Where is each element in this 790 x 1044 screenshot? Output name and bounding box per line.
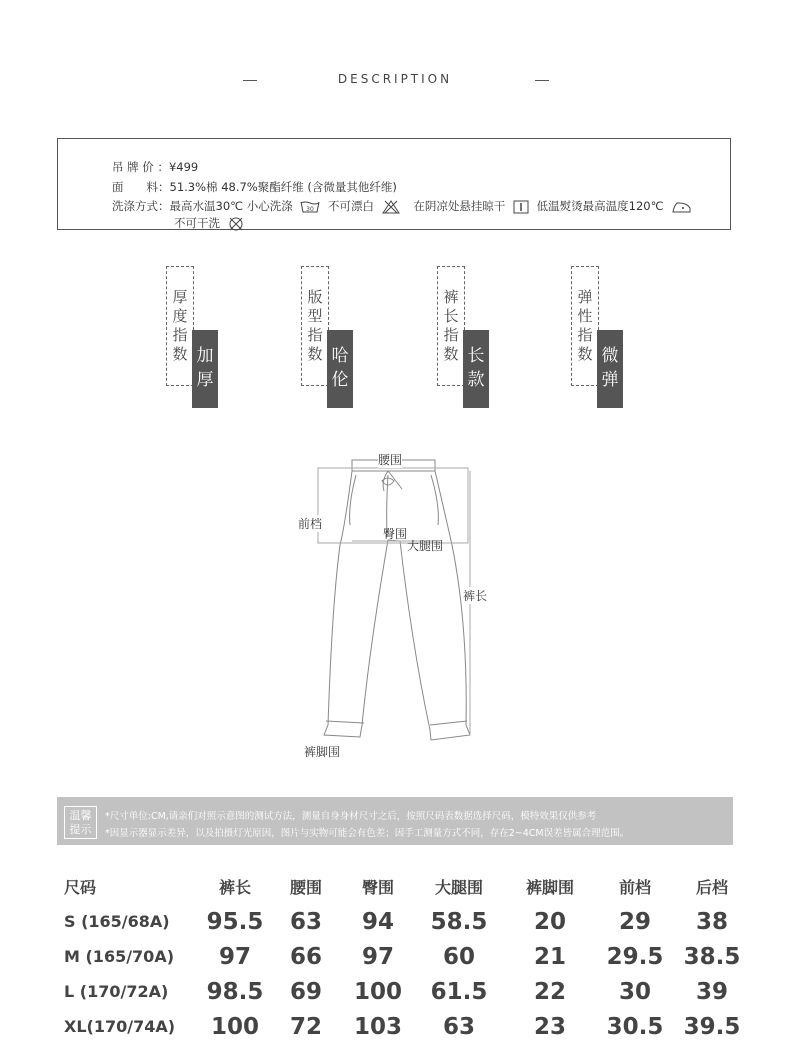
hang-dry-icon bbox=[513, 200, 529, 214]
thickness-index-card bbox=[166, 266, 222, 410]
header-back-rise: 后档 bbox=[695, 877, 728, 897]
table-cell: 63 bbox=[442, 1013, 475, 1040]
table-cell: 20 bbox=[533, 908, 566, 935]
stretch-index-card bbox=[571, 266, 627, 410]
no-bleach-text: 不可漂白 bbox=[328, 199, 375, 213]
table-cell: 100 bbox=[210, 1013, 259, 1040]
table-row bbox=[60, 939, 750, 974]
wash-row bbox=[112, 198, 695, 214]
table-cell: 29 bbox=[618, 908, 651, 935]
tip-badge-line-2: 提示 bbox=[69, 823, 92, 836]
index-value: 微弹 bbox=[597, 330, 623, 408]
hip-label: 臀围 bbox=[383, 527, 408, 541]
table-cell: 21 bbox=[533, 943, 566, 970]
table-cell: 97 bbox=[218, 943, 251, 970]
table-cell: 38 bbox=[695, 908, 728, 935]
index-label: 裤长指数 bbox=[443, 288, 459, 363]
table-row bbox=[60, 904, 750, 939]
tip-line-1: *尺寸单位:CM,请亲们对照示意图的测试方法，测量自身身材尺寸之后，按照尺码表数据选择尺码，模特效果仅供参考 bbox=[105, 811, 597, 822]
table-cell: 103 bbox=[353, 1013, 402, 1040]
index-value: 哈伦 bbox=[327, 330, 353, 408]
table-cell: 98.5 bbox=[206, 978, 264, 1005]
table-cell: 39 bbox=[695, 978, 728, 1005]
no-dry-clean-text: 不可干洗 bbox=[174, 216, 220, 230]
index-label: 弹性指数 bbox=[577, 288, 593, 363]
fabric-label: 面 料： bbox=[112, 180, 170, 194]
tip-badge-line-1: 温馨 bbox=[69, 809, 92, 822]
table-cell: 72 bbox=[289, 1013, 322, 1040]
table-cell: 63 bbox=[289, 908, 322, 935]
wash-label: 洗涤方式： bbox=[112, 199, 170, 213]
page-title: DESCRIPTION bbox=[337, 72, 453, 86]
header-size: 尺码 bbox=[64, 877, 97, 897]
product-info-box bbox=[57, 138, 731, 230]
index-value: 长款 bbox=[463, 330, 489, 408]
dry-clean-row bbox=[174, 215, 248, 231]
table-cell: 66 bbox=[289, 943, 322, 970]
svg-text:30: 30 bbox=[306, 205, 315, 213]
table-header-row bbox=[60, 868, 750, 904]
table-cell: 58.5 bbox=[430, 908, 488, 935]
table-cell: 39.5 bbox=[683, 1013, 741, 1040]
no-dry-clean-icon bbox=[228, 217, 244, 231]
header-thigh: 大腿围 bbox=[434, 877, 483, 897]
hang-dry-text: 在阴凉处悬挂晾干 bbox=[413, 199, 506, 213]
price-label: 吊 牌 价 ： bbox=[112, 160, 169, 174]
table-cell: 69 bbox=[289, 978, 322, 1005]
table-row bbox=[60, 1009, 750, 1044]
fabric-row bbox=[112, 179, 397, 195]
length-index-card bbox=[437, 266, 493, 410]
table-row bbox=[60, 974, 750, 1009]
table-cell: 29.5 bbox=[606, 943, 664, 970]
pants-measurement-diagram bbox=[290, 445, 510, 765]
tip-band bbox=[57, 797, 733, 845]
table-cell: 60 bbox=[442, 943, 475, 970]
header-leg-opening: 裤脚围 bbox=[525, 877, 574, 897]
table-cell: 22 bbox=[533, 978, 566, 1005]
size-cell: M (165/70A) bbox=[64, 947, 175, 966]
price-row bbox=[112, 159, 198, 175]
no-bleach-icon bbox=[382, 200, 400, 214]
header-length: 裤长 bbox=[218, 877, 251, 897]
leg-opening-label: 裤脚围 bbox=[304, 745, 341, 759]
index-value: 加厚 bbox=[192, 330, 218, 408]
thigh-label: 大腿围 bbox=[407, 539, 444, 553]
fabric-value: 51.3%棉 48.7%聚酯纤维 (含微量其他纤维) bbox=[169, 180, 397, 194]
header-front-rise: 前档 bbox=[618, 877, 651, 897]
size-cell: L (170/72A) bbox=[64, 982, 169, 1001]
wash-30-icon bbox=[300, 200, 320, 214]
table-cell: 95.5 bbox=[206, 908, 264, 935]
table-cell: 94 bbox=[361, 908, 394, 935]
iron-icon bbox=[671, 200, 691, 214]
size-cell: S (165/68A) bbox=[64, 912, 170, 931]
table-cell: 23 bbox=[533, 1013, 566, 1040]
tip-line-2: *因显示器显示差异，以及拍摄灯光原因，图片与实物可能会有色差；因手工测量方式不同，存在2~4CM误差皆属合理范围。 bbox=[105, 828, 630, 839]
length-label: 裤长 bbox=[463, 589, 488, 603]
fit-index-card bbox=[301, 266, 357, 410]
waist-label: 腰围 bbox=[378, 453, 403, 467]
header-dash-right bbox=[535, 80, 549, 81]
wash-temp-text: 最高水温30℃ 小心洗涤 bbox=[169, 199, 293, 213]
table-cell: 30 bbox=[618, 978, 651, 1005]
tip-badge bbox=[64, 806, 97, 839]
index-label: 厚度指数 bbox=[172, 288, 188, 363]
table-cell: 30.5 bbox=[606, 1013, 664, 1040]
price-value: ¥499 bbox=[168, 160, 199, 174]
iron-text: 低温熨烫最高温度120℃ bbox=[536, 199, 664, 213]
table-cell: 61.5 bbox=[430, 978, 488, 1005]
front-rise-label: 前档 bbox=[298, 517, 323, 531]
header-hip: 臀围 bbox=[361, 877, 394, 897]
table-cell: 38.5 bbox=[683, 943, 741, 970]
table-cell: 97 bbox=[361, 943, 394, 970]
header-waist: 腰围 bbox=[289, 877, 322, 897]
size-table bbox=[60, 868, 750, 1044]
size-cell: XL(170/74A) bbox=[64, 1017, 176, 1036]
table-cell: 100 bbox=[353, 978, 402, 1005]
index-label: 版型指数 bbox=[307, 288, 323, 363]
